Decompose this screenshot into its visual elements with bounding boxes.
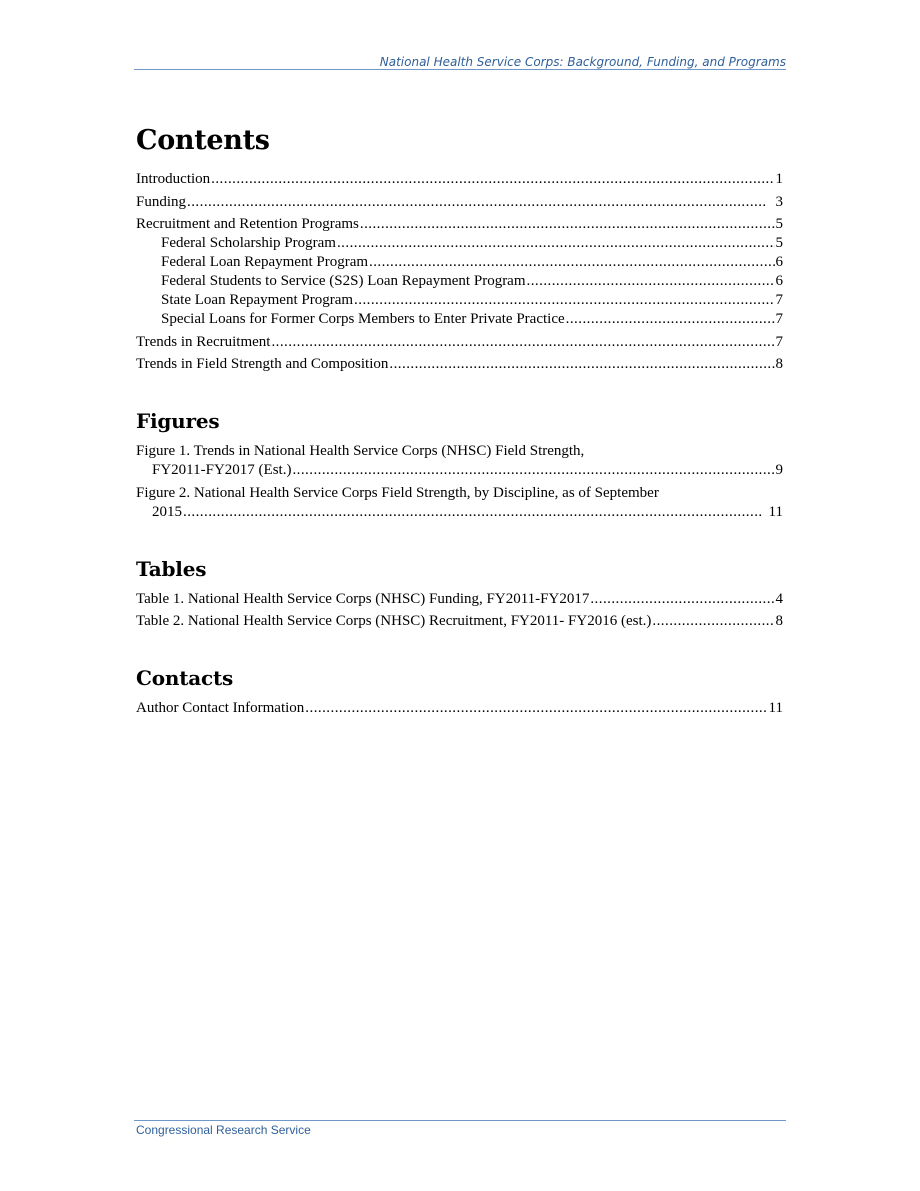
figure-entry-1[interactable] xyxy=(136,442,783,480)
figure-entry-2[interactable] xyxy=(136,484,783,522)
toc-entry-title: Introduction xyxy=(136,171,211,187)
toc-entry-title: State Loan Repayment Program xyxy=(161,292,354,308)
dot-leader xyxy=(652,612,774,631)
dot-leader xyxy=(211,170,774,189)
contents-heading: Contents xyxy=(136,125,270,156)
figure-entry-title: Figure 2. National Health Service Corps Field Strength, by Discipline, as of September xyxy=(136,484,659,501)
footer-text: Congressional Research Service xyxy=(136,1123,311,1137)
contents-list xyxy=(136,170,783,374)
toc-entry-loan-repayment[interactable] xyxy=(136,253,783,272)
toc-entry-page: 5 xyxy=(775,216,783,232)
toc-entry-title: Trends in Field Strength and Composition xyxy=(136,356,389,372)
toc-entry-introduction[interactable] xyxy=(136,170,783,189)
footer-rule xyxy=(134,1120,786,1121)
table-entry-page: 4 xyxy=(775,590,783,607)
dot-leader xyxy=(566,310,775,329)
contacts-heading: Contacts xyxy=(136,666,234,690)
contact-entry-page: 11 xyxy=(768,700,783,716)
toc-content xyxy=(136,124,783,752)
toc-entry-page: 7 xyxy=(775,292,783,308)
toc-entry-scholarship[interactable] xyxy=(136,234,783,253)
toc-entry-special-loans[interactable] xyxy=(136,310,783,329)
toc-entry-title: Federal Loan Repayment Program xyxy=(161,254,369,270)
table-entry-page: 8 xyxy=(775,613,783,629)
tables-heading: Tables xyxy=(136,556,207,581)
figures-list xyxy=(136,442,783,522)
dot-leader xyxy=(590,590,774,609)
toc-entry-title: Recruitment and Retention Programs xyxy=(136,216,359,232)
dot-leader xyxy=(305,699,767,718)
toc-entry-title: Trends in Recruitment xyxy=(136,333,271,350)
figure-entry-title: Figure 1. Trends in National Health Service Corps (NHSC) Field Strength, xyxy=(136,443,585,459)
toc-entry-page: 7 xyxy=(775,333,783,350)
toc-entry-funding[interactable] xyxy=(136,193,783,212)
table-entry-2[interactable] xyxy=(136,612,783,631)
figure-entry-page: 11 xyxy=(768,503,783,520)
table-entry-1[interactable] xyxy=(136,590,783,609)
figure-entry-continuation xyxy=(136,461,783,480)
dot-leader xyxy=(337,234,775,253)
contact-entry-title: Author Contact Information xyxy=(136,700,305,716)
figure-entry-continuation xyxy=(136,503,783,522)
toc-entry-page: 1 xyxy=(775,171,783,187)
toc-entry-page: 7 xyxy=(775,311,783,327)
dot-leader xyxy=(183,503,768,522)
figure-entry-page: 9 xyxy=(775,462,783,478)
toc-entry-title: Funding xyxy=(136,193,187,210)
dot-leader xyxy=(369,253,774,272)
figure-entry-title-cont: FY2011-FY2017 (Est.) xyxy=(152,462,292,478)
dot-leader xyxy=(360,215,775,234)
toc-entry-page: 6 xyxy=(775,273,783,289)
table-entry-title: Table 1. National Health Service Corps (NHSC) Funding, FY2011-FY2017 xyxy=(136,590,590,607)
toc-entry-title: Federal Students to Service (S2S) Loan Repayment Program xyxy=(161,273,526,289)
toc-entry-page: 3 xyxy=(775,193,783,210)
dot-leader xyxy=(187,193,774,212)
toc-entry-title: Federal Scholarship Program xyxy=(161,235,336,251)
toc-entry-recruitment-retention[interactable] xyxy=(136,215,783,234)
contact-entry-author[interactable] xyxy=(136,699,783,718)
dot-leader xyxy=(527,272,775,291)
toc-entry-title: Special Loans for Former Corps Members to Enter Private Practice xyxy=(161,311,565,327)
toc-entry-trends-recruitment[interactable] xyxy=(136,333,783,352)
toc-entry-page: 6 xyxy=(775,254,783,270)
toc-entry-trends-field-strength[interactable] xyxy=(136,355,783,374)
dot-leader xyxy=(292,461,774,480)
figure-entry-title-cont: 2015 xyxy=(152,503,182,520)
dot-leader xyxy=(271,333,774,352)
table-entry-title: Table 2. National Health Service Corps (NHSC) Recruitment, FY2011- FY2016 (est.) xyxy=(136,613,652,629)
dot-leader xyxy=(354,291,774,310)
toc-entry-state-loan[interactable] xyxy=(136,291,783,310)
toc-entry-s2s[interactable] xyxy=(136,272,783,291)
tables-list xyxy=(136,590,783,632)
figures-heading: Figures xyxy=(136,409,220,433)
toc-entry-page: 8 xyxy=(775,356,783,372)
toc-entry-page: 5 xyxy=(775,235,783,251)
dot-leader xyxy=(389,355,774,374)
contacts-list xyxy=(136,699,783,718)
header-rule xyxy=(134,69,786,70)
running-head: National Health Service Corps: Background, Funding, and Programs xyxy=(379,55,786,69)
